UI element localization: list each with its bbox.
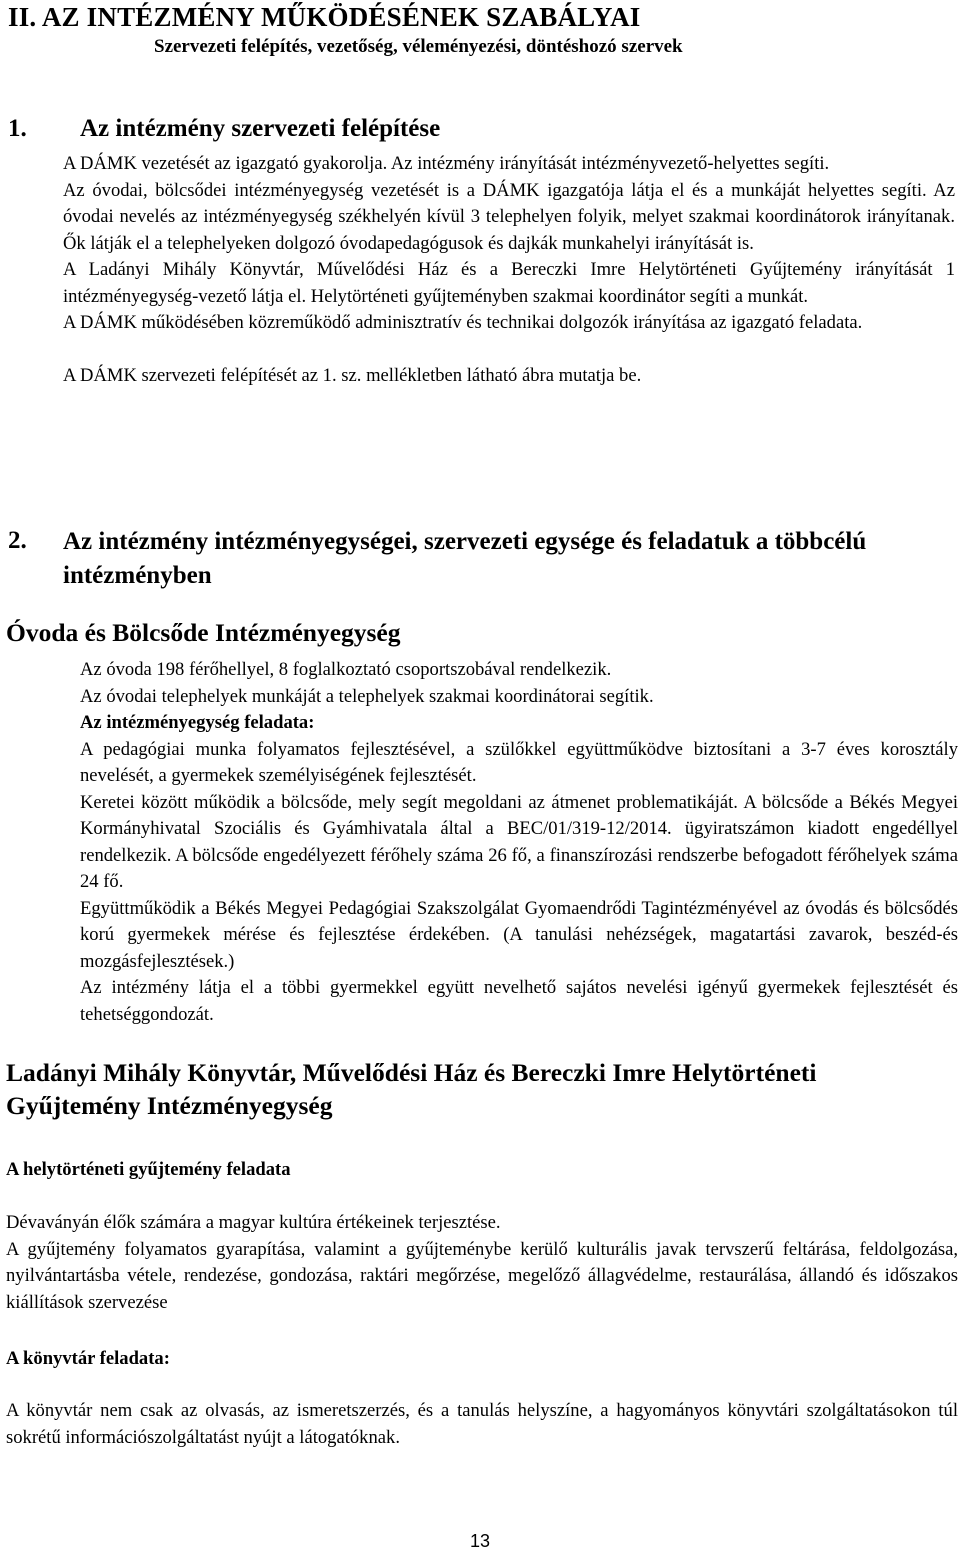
section-1-number: 1. [8, 115, 27, 142]
ovoda-paragraph: Az óvoda 198 férőhellyel, 8 foglalkoztató csoportszobával rendelkezik. [80, 659, 612, 680]
chapter-subtitle: Szervezeti felépítés, vezetőség, véleményezési, döntéshozó szervek [154, 36, 683, 57]
ovoda-paragraph: Az óvodai telephelyek munkáját a telephelyek szakmai koordinátorai segítik. [80, 685, 654, 707]
konyvtar-heading: A könyvtár feladata: [6, 1348, 170, 1369]
section-1-paragraph: A DÁMK vezetését az igazgató gyakorolja. Az intézmény irányítását intézményvezető-helyettes segíti. [63, 153, 830, 174]
helytorteneti-paragraph: Dévaványán élők számára a magyar kultúra értékeinek terjesztése. [6, 1212, 501, 1233]
section-1-body [63, 151, 955, 389]
konyvtar-body [6, 1398, 958, 1451]
chapter-title: II. AZ INTÉZMÉNY MŰKÖDÉSÉNEK SZABÁLYAI [8, 2, 641, 32]
ladanyi-unit-title: Ladányi Mihály Könyvtár, Művelődési Ház és Bereczki Imre Helytörténeti Gyűjtemény Intézményegység [6, 1058, 817, 1120]
konyvtar-paragraph: A könyvtár nem csak az olvasás, az ismeretszerzés, és a tanulás helyszíne, a hagyományos könyvtári szolgáltatásokon túl sokrétű információszolgáltatást nyújt a látogatóknak. [6, 1400, 958, 1448]
ovoda-task-heading: Az intézményegység feladata: [80, 712, 315, 733]
section-1-paragraph: Az óvodai, bölcsődei intézményegység vezetését is a DÁMK igazgatója látja el és a munkáját helyettes segíti. Az óvodai nevelés az intézményegység székhelyén kívül 3 telephelyen folyik, melyet szakmai koordinátorok irányítanak. Ők látják el a telephelyeken dolgozó óvodapedagógusok és dajkák munkahelyi irányítását is. [63, 179, 955, 254]
helytorteneti-paragraph: A gyűjtemény folyamatos gyarapítása, valamint a gyűjteménybe kerülő kulturális javak tervszerű feltárása, feldolgozása, nyilvántartásba vétele, rendezése, gondozása, raktári megőrzése, megelőző állagvédelme, restaurálása, állandó és időszakos kiállítások szervezése [6, 1238, 958, 1313]
ovoda-paragraph: Az intézmény látja el a többi gyermekkel együtt nevelhető sajátos nevelési igényű gyermekek fejlesztését és tehetséggondozát. [80, 977, 958, 1025]
ovoda-paragraph: A pedagógiai munka folyamatos fejlesztésével, a szülőkkel együttműködve biztosítani a 3-7 éves korosztály nevelését, a gyermekek személyiségének fejlesztését. [80, 738, 958, 786]
section-1-title: Az intézmény szervezeti felépítése [80, 115, 441, 142]
ovoda-body [80, 657, 958, 1028]
section-1-paragraph: A DÁMK szervezeti felépítését az 1. sz. mellékletben látható ábra mutatja be. [63, 364, 642, 386]
section-2-number: 2. [8, 527, 27, 554]
section-1-paragraph: A Ladányi Mihály Könyvtár, Művelődési Ház és a Bereczki Imre Helytörténeti Gyűjtemény irányítását 1 intézményegység-vezető látja el. Helytörténeti gyűjteményben szakmai koordinátor segíti a munkát. [63, 259, 955, 307]
page-number: 13 [469, 1531, 491, 1551]
helytorteneti-heading: A helytörténeti gyűjtemény feladata [6, 1159, 291, 1180]
ovoda-paragraph: Keretei között működik a bölcsőde, mely segít megoldani az átmenet problematikáját. A bölcsőde a Békés Megyei Kormányhivatal Szociális és Gyámhivatala által a BEC/01/319-12/2014. ügyiratszámon kiadott engedéllyel rendelkezik. A bölcsőde engedélyezett férőhely száma 26 fő, a finanszírozási rendszerbe befogadott férőhelyek száma 24 fő. [80, 791, 958, 892]
ovoda-unit-title: Óvoda és Bölcsőde Intézményegység [6, 618, 401, 647]
section-1-paragraph: A DÁMK működésében közreműködő adminisztratív és technikai dolgozók irányítása az igazgató feladata. [63, 312, 863, 333]
helytorteneti-body [6, 1210, 958, 1316]
ovoda-paragraph: Együttműködik a Békés Megyei Pedagógiai Szakszolgálat Gyomaendrődi Tagintézményével az óvodás és bölcsődés korú gyermekek mérése és fejlesztése érdekében. (A tanulási nehézségek, magatartási zavarok, beszéd-és mozgásfejlesztések.) [80, 897, 958, 972]
section-2-title: Az intézmény intézményegységei, szervezeti egysége és feladatuk a többcélú intézményben [63, 528, 867, 589]
